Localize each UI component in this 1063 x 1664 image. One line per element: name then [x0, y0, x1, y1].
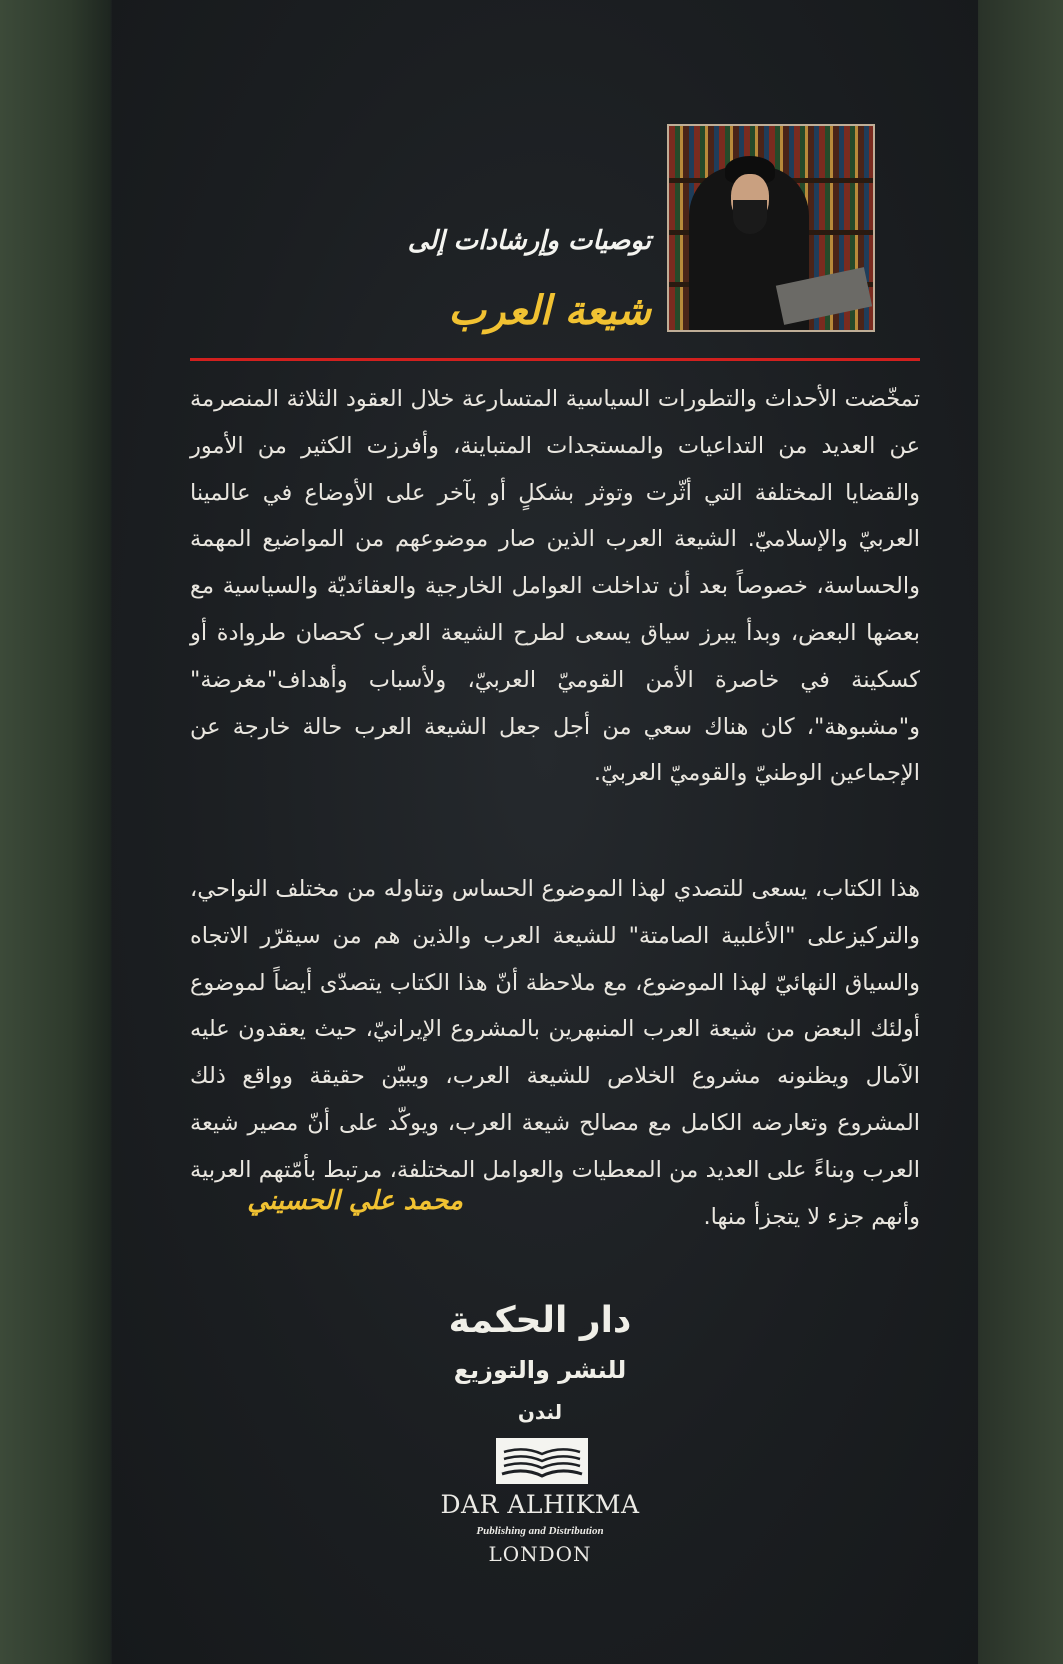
book-subtitle: توصيات وإرشادات إلى: [407, 226, 651, 256]
publisher-name-english: DAR ALHIKMA: [440, 1490, 640, 1519]
blurb-paragraph-2: هذا الكتاب، يسعى للتصدي لهذا الموضوع الحساس وتناوله من مختلف النواحي، والتركيزعلى "الأغلبية الصامتة" للشيعة العرب والذين هم من سيقرّر الاتجاه والسياق النهائيّ لهذا الموضوع، مع ملاحظة أنّ هذا الكتاب يتصدّى أيضاً لموضوع أولئك البعض من شيعة العرب المنبهرين بالمشروع الإيرانيّ، حيث يعقدون عليه الآمال ويظنونه مشروع الخلاص للشيعة العرب، ويبيّن حقيقة وواقع ذلك المشروع وتعارضه الكامل مع مصالح شيعة العرب، ويوكّد على أنّ مصير شيعة العرب وبناءً على العديد من المعطيات والعوامل المختلفة، مرتبط بأمّتهم العربية وأنهم جزء لا يتجزأ منها.: [190, 876, 920, 1230]
author-photo: [667, 124, 875, 332]
open-book-icon: [494, 1436, 590, 1486]
author-beard: [733, 200, 767, 234]
publisher-tagline-arabic: للنشر والتوزيع: [453, 1356, 627, 1384]
publisher-city-english: LONDON: [488, 1542, 592, 1566]
blurb-paragraph-1: تمخّضت الأحداث والتطورات السياسية المتسارعة خلال العقود الثلاثة المنصرمة عن العديد من التداعيات والمستجدات المتباينة، وأفرزت الكثير من الأمور والقضايا المختلفة التي أثّرت وتوثر بشكلٍ أو بآخر على الأوضاع في عالمينا العربيّ والإسلاميّ. الشيعة العرب الذين صار موضوعهم من المواضيع المهمة والحساسة، خصوصاً بعد أن تداخلت العوامل الخارجية والعقائديّة والسياسية مع بعضها البعض، وبدأ يبرز سياق يسعى لطرح الشيعة العرب كحصان طروادة أو كسكينة في خاصرة الأمن القوميّ العربيّ، ولأسباب وأهداف"مغرضة" و"مشبوهة"، كان هناك سعي من أجل جعل الشيعة العرب حالة خارجة عن الإجماعين الوطنيّ والقوميّ العربيّ.: [190, 386, 920, 787]
red-divider: [190, 358, 920, 361]
publisher-tagline-english: Publishing and Distribution: [476, 1525, 604, 1537]
publisher-city-arabic: لندن: [517, 1400, 563, 1424]
book-title: شيعة العرب: [448, 288, 651, 334]
author-name: محمد علي الحسيني: [247, 1186, 463, 1216]
publisher-name-arabic: دار الحكمة: [448, 1300, 632, 1341]
